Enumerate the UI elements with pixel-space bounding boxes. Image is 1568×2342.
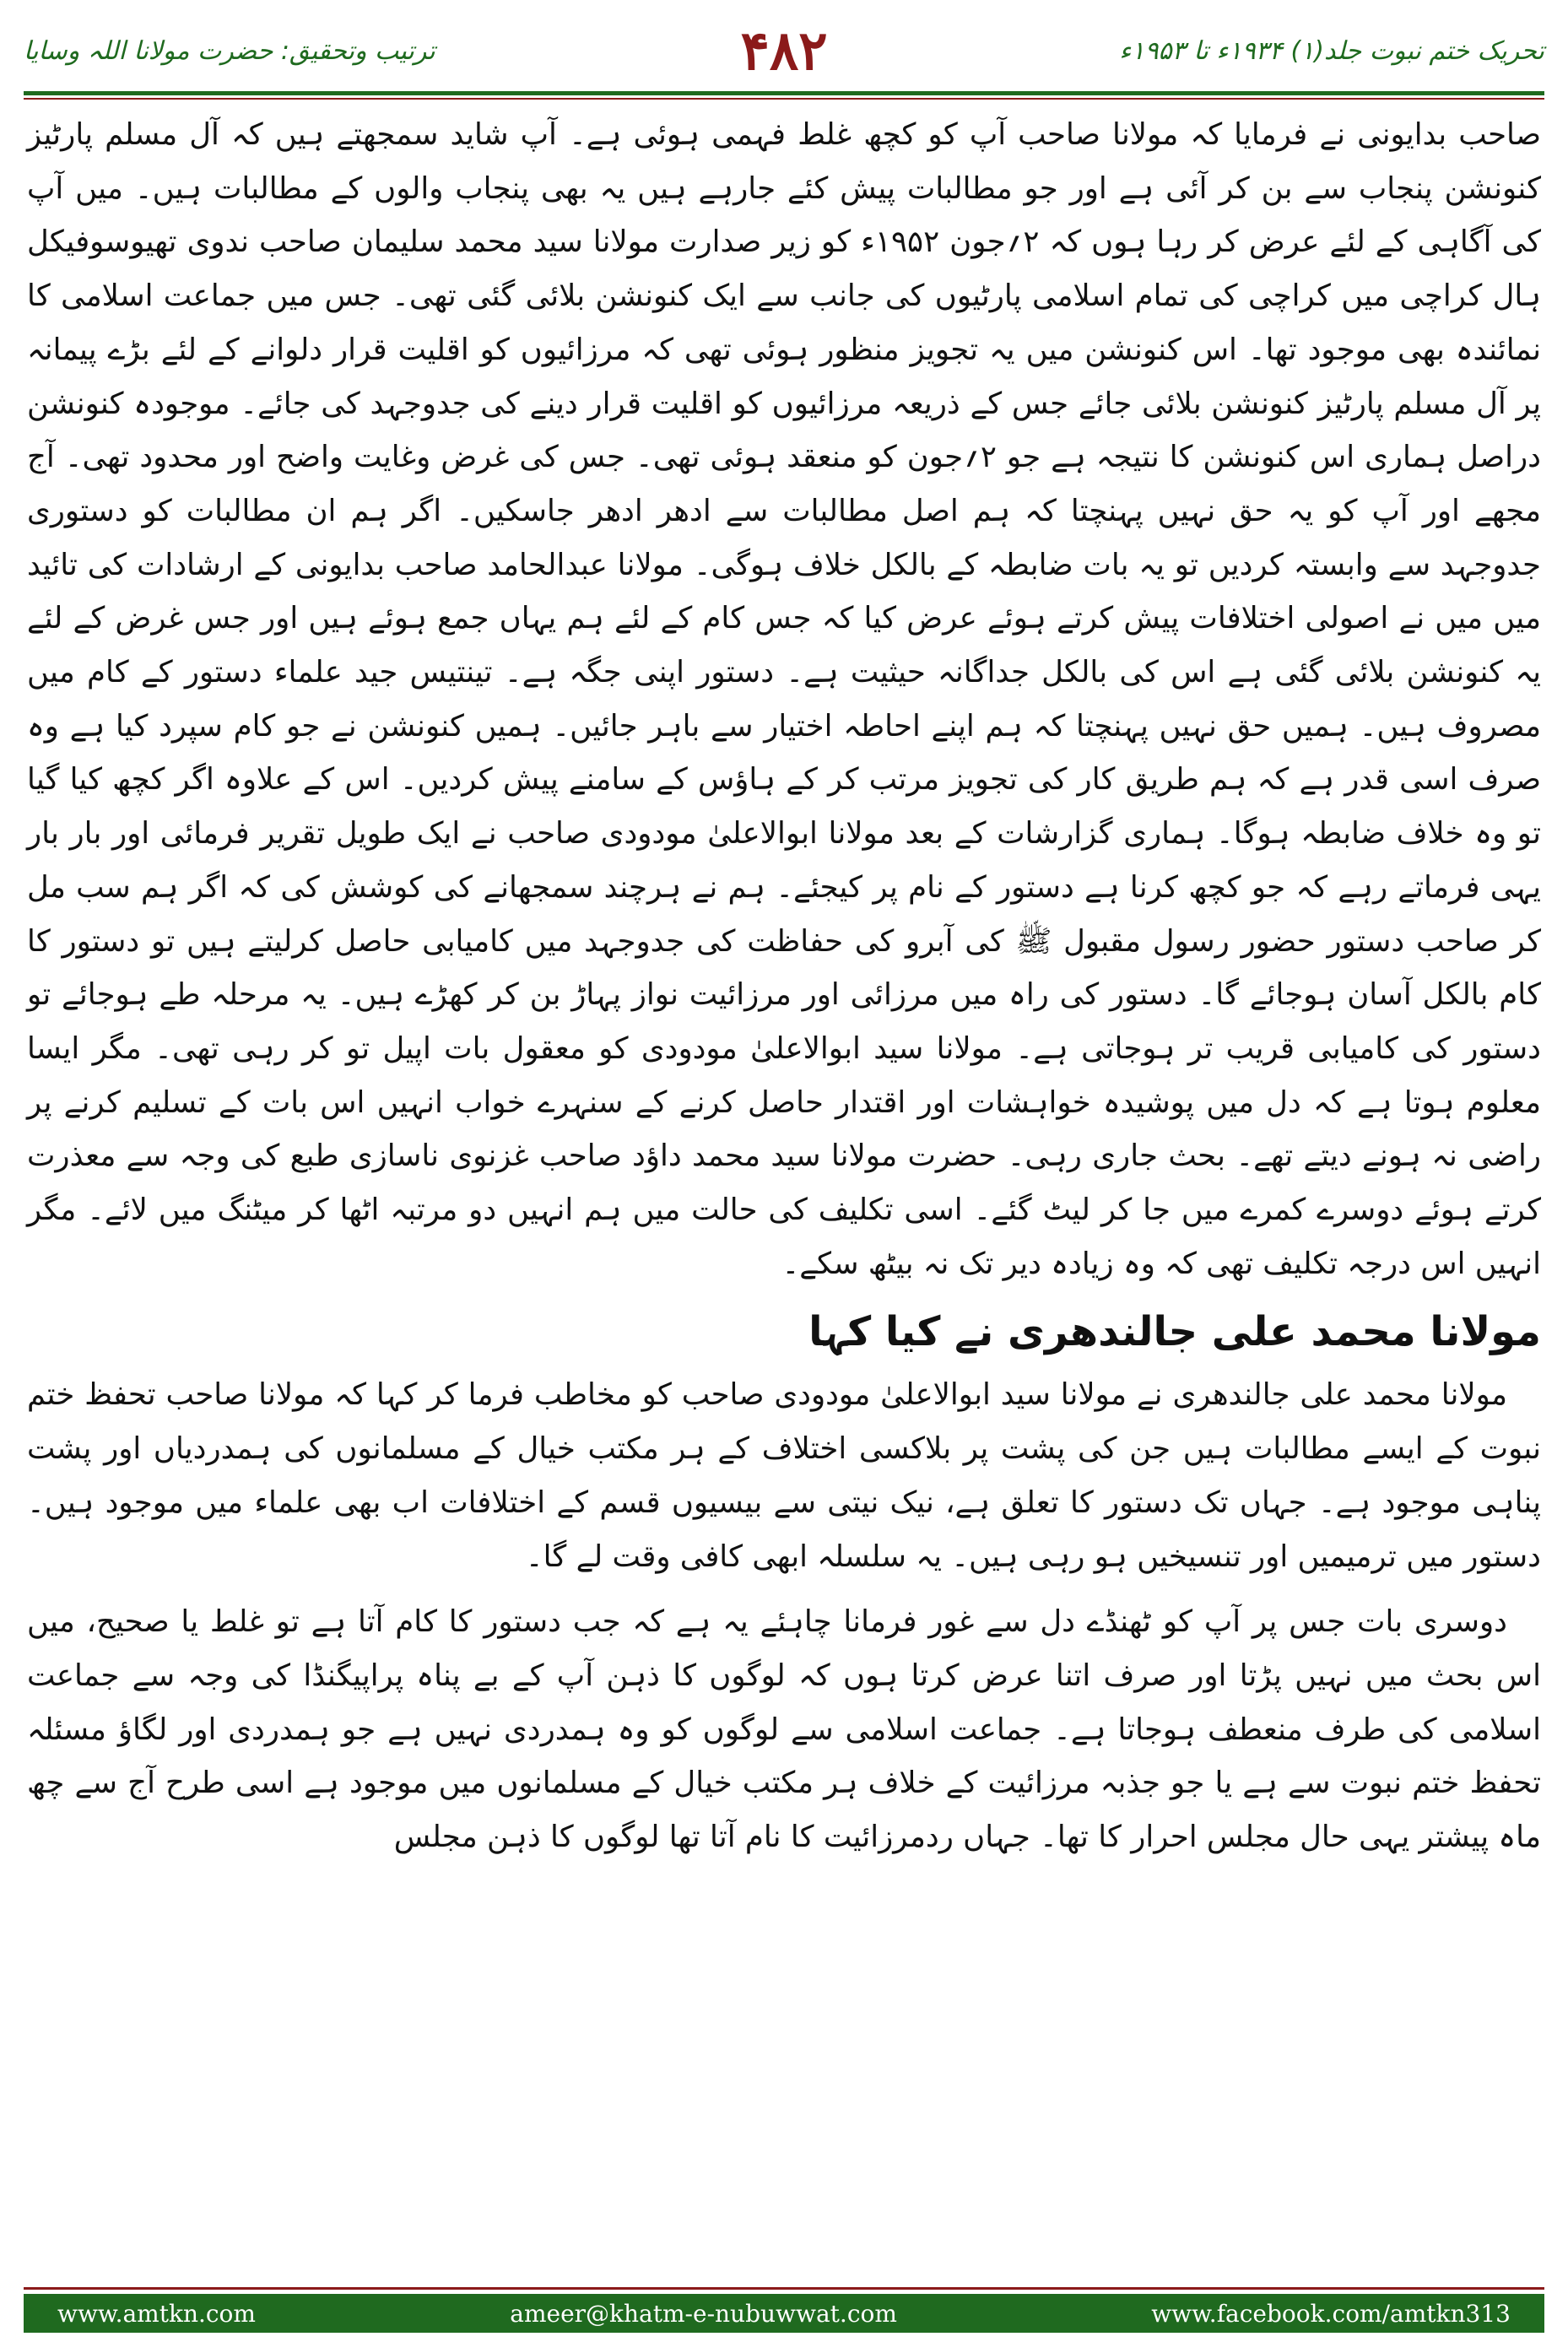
header-divider-thin <box>24 98 1544 100</box>
footer-facebook-link[interactable]: www.facebook.com/amtkn313 <box>1151 2299 1511 2328</box>
section-heading: مولانا محمد علی جالندھری نے کیا کہا <box>808 1308 1541 1356</box>
footer-email-link[interactable]: ameer@khatm-e-nubuwwat.com <box>510 2299 897 2328</box>
header-compiler-credit: ترتیب وتحقیق: حضرت مولانا اللہ وسایا <box>24 35 435 66</box>
page-body <box>27 108 1541 2260</box>
header-divider <box>24 91 1544 95</box>
page-footer <box>24 2294 1544 2333</box>
header-book-title: تحریک ختم نبوت جلد(۱) ۱۹۳۴ء تا ۱۹۵۳ء <box>1119 35 1544 66</box>
page-header <box>24 12 1544 89</box>
footer-divider <box>24 2287 1544 2290</box>
footer-website-link[interactable]: www.amtkn.com <box>57 2299 256 2328</box>
body-paragraph-3: دوسری بات جس پر آپ کو ٹھنڈے دل سے غور فرمانا چاہئے یہ ہے کہ جب دستور کا کام آتا ہے تو غلط یا صحیح، میں اس بحث میں نہیں پڑتا اور صرف اتنا عرض کرتا ہوں کہ لوگوں کا ذہن آپ کے بے پناہ پراپیگنڈا کی وجہ سے جماعت اسلامی کی طرف منعطف ہوجاتا ہے۔ جماعت اسلامی سے لوگوں کو وہ ہمدردی نہیں ہے جو ہمدردی اور لگاؤ مسئلہ تحفظ ختم نبوت سے ہے یا جو جذبہ مرزائیت کے خلاف ہر مکتب خیال کے مسلمانوں میں موجود ہے اسی طرح آج سے چھ ماہ پیشتر یہی حال مجلس احرار کا تھا۔ جہاں ردمرزائیت کا نام آتا تھا لوگوں کا ذہن مجلس <box>27 1604 1541 1855</box>
body-paragraph-1: صاحب بدایونی نے فرمایا کہ مولانا صاحب آپ کو کچھ غلط فہمی ہوئی ہے۔ آپ شاید سمجھتے ہیں کہ آل مسلم پارٹیز کنونشن پنجاب سے بن کر آئی ہے اور جو مطالبات پیش کئے جارہے ہیں یہ بھی پنجاب والوں کے مطالبات ہیں۔ میں آپ کی آگاہی کے لئے عرض کر رہا ہوں کہ ۲؍جون ۱۹۵۲ء کو زیر صدارت مولانا سید محمد سلیمان صاحب ندوی تھیوسوفیکل ہال کراچی میں کراچی کی تمام اسلامی پارٹیوں کی جانب سے ایک کنونشن بلائی گئی تھی۔ جس میں جماعت اسلامی کا نمائندہ بھی موجود تھا۔ اس کنونشن میں یہ تجویز منظور ہوئی تھی کہ مرزائیوں کو اقلیت قرار دلوانے کے لئے بڑے پیمانہ پر آل مسلم پارٹیز کنونشن بلائی جائے جس کے ذریعہ مرزائیوں کو اقلیت قرار دینے کی جدوجہد کی جائے۔ موجودہ کنونشن دراصل ہماری اس کنونشن کا نتیجہ ہے جو ۲؍جون کو منعقد ہوئی تھی۔ جس کی غرض وغایت واضح اور محدود تھی۔ آج مجھے اور آپ کو یہ حق نہیں پہنچتا کہ ہم اصل مطالبات سے ادھر ادھر جاسکیں۔ اگر ہم ان مطالبات کو دستوری جدوجہد سے وابستہ کردیں تو یہ بات ضابطہ کے بالکل خلاف ہوگی۔ مولانا عبدالحامد صاحب بدایونی کے ارشادات کی تائید میں میں نے اصولی اختلافات پیش کرتے ہوئے عرض کیا کہ جس کام کے لئے ہم یہاں جمع ہوئے ہیں اور جس غرض کے لئے یہ کنونشن بلائی گئی ہے اس کی بالکل جداگانہ حیثیت ہے۔ دستور اپنی جگہ ہے۔ تینتیس جید علماء دستور کے کام میں مصروف ہیں۔ ہمیں حق نہیں پہنچتا کہ ہم اپنے احاطہ اختیار سے باہر جائیں۔ ہمیں کنونشن نے جو کام سپرد کیا ہے وہ صرف اسی قدر ہے کہ ہم طریق کار کی تجویز مرتب کر کے ہاؤس کے سامنے پیش کردیں۔ اس کے علاوہ اگر کچھ کیا گیا تو وہ خلاف ضابطہ ہوگا۔ ہماری گزارشات کے بعد مولانا ابوالاعلیٰ مودودی صاحب نے ایک طویل تقریر فرمائی اور بار بار یہی فرماتے رہے کہ جو کچھ کرنا ہے دستور کے نام پر کیجئے۔ ہم نے ہرچند سمجھانے کی کوشش کی کہ اگر ہم سب مل کر صاحب دستور حضور رسول مقبول ﷺ کی آبرو کی حفاظت کی جدوجہد میں کامیابی حاصل کرلیتے ہیں تو دستور کا کام بالکل آسان ہوجائے گا۔ دستور کی راہ میں مرزائی اور مرزائیت نواز پہاڑ بن کر کھڑے ہیں۔ یہ مرحلہ طے ہوجائے تو دستور کی کامیابی قریب تر ہوجاتی ہے۔ مولانا سید ابوالاعلیٰ مودودی کو معقول بات اپیل تو کر رہی تھی۔ مگر ایسا معلوم ہوتا ہے کہ دل میں پوشیدہ خواہشات اور اقتدار حاصل کرنے کے سنہرے خواب انہیں اس بات کے تسلیم کرنے پر راضی نہ ہونے دیتے تھے۔ بحث جاری رہی۔ حضرت مولانا سید محمد داؤد صاحب غزنوی ناسازی طبع کی وجہ سے معذرت کرتے ہوئے دوسرے کمرے میں جا کر لیٹ گئے۔ اسی تکلیف کی حالت میں ہم انہیں دو مرتبہ اٹھا کر میٹنگ میں لائے۔ مگر انہیں اس درجہ تکلیف تھی کہ وہ زیادہ دیر تک نہ بیٹھ سکے۔ <box>27 117 1541 1281</box>
body-paragraph-2: مولانا محمد علی جالندھری نے مولانا سید ابوالاعلیٰ مودودی صاحب کو مخاطب فرما کر کہا کہ مولانا صاحب تحفظ ختم نبوت کے ایسے مطالبات ہیں جن کی پشت پر بلاکسی اختلاف کے ہر مکتب خیال کے مسلمانوں کی ہمدردیاں اور پشت پناہی موجود ہے۔ جہاں تک دستور کا تعلق ہے، نیک نیتی سے بیسیوں قسم کے اختلافات اب بھی علماء میں موجود ہیں۔ دستور میں ترمیمیں اور تنسیخیں ہو رہی ہیں۔ یہ سلسلہ ابھی کافی وقت لے گا۔ <box>27 1377 1541 1574</box>
page-number: ۴۸۲ <box>740 19 828 83</box>
